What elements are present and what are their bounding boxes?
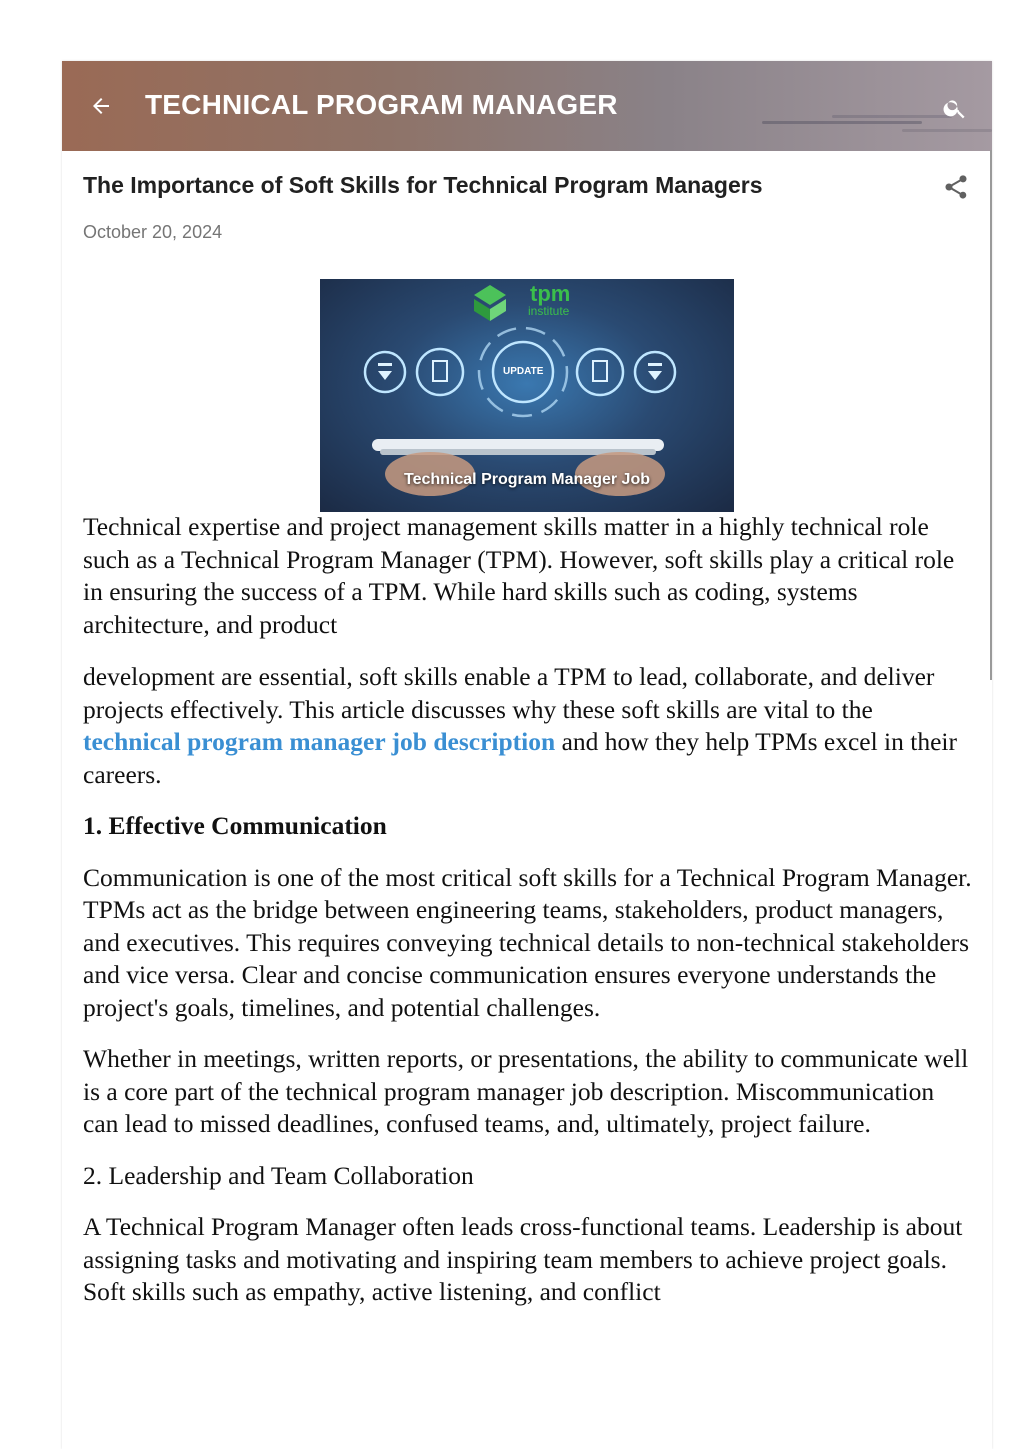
update-label: UPDATE: [503, 366, 544, 377]
paragraph-text: and how they help TPMs excel in their careers.: [83, 727, 957, 789]
paragraph: A Technical Program Manager often leads cross-functional teams. Leadership is about assigning tasks and motivating and inspiring team members to achieve project goals. Soft skills such as empathy, active listening, and conflict: [83, 1212, 963, 1306]
header-decoration: [832, 115, 952, 118]
paragraph: [83, 661, 973, 791]
post-card: [62, 61, 992, 1449]
post-date: October 20, 2024: [83, 222, 223, 242]
logo-subtext: institute: [528, 304, 570, 318]
share-button[interactable]: [940, 171, 972, 203]
site-title[interactable]: TECHNICAL PROGRAM MANAGER: [145, 89, 618, 120]
back-button[interactable]: [84, 89, 118, 123]
share-icon: [942, 173, 970, 201]
header-decoration: [762, 121, 922, 124]
search-button[interactable]: [940, 93, 970, 123]
search-icon: [942, 95, 968, 121]
section-heading: 2. Leadership and Team Collaboration: [83, 1160, 474, 1190]
job-description-link[interactable]: technical program manager job description: [83, 727, 556, 756]
arrow-left-icon: [89, 94, 113, 118]
post-title[interactable]: The Importance of Soft Skills for Technical Program Managers: [83, 172, 763, 198]
logo-text: tpm: [530, 281, 571, 306]
paragraph: Whether in meetings, written reports, or presentations, the ability to communicate well is a core part of the technical program manager job description. Miscommunication can lead to missed deadlines, confused teams, and, ultimately, project failure.: [83, 1044, 969, 1138]
paragraph: Technical expertise and project management skills matter in a highly technical role such as a Technical Program Manager (TPM). However, soft skills play a critical role in ensuring the success of a TPM. While hard skills such as coding, systems architecture, and product: [83, 512, 955, 639]
section-heading: 1. Effective Communication: [83, 811, 387, 840]
card-edge: [990, 150, 992, 680]
paragraph-text: development are essential, soft skills enable a TPM to lead, collaborate, and deliver projects effectively. This article discusses why these soft skills are vital to the: [83, 662, 935, 724]
blog-header: [62, 61, 992, 151]
paragraph: Communication is one of the most critical soft skills for a Technical Program Manager. TPMs act as the bridge between engineering teams, stakeholders, product managers, and executives. This requires conveying technical details to non-technical stakeholders and vice versa. Clear and concise communication ensures everyone understands the project's goals, timelines, and potential challenges.: [83, 862, 972, 1022]
image-caption: Technical Program Manager Job: [404, 471, 650, 488]
header-decoration: [902, 129, 992, 132]
post-image[interactable]: [320, 279, 734, 512]
post-body: [83, 511, 973, 1328]
